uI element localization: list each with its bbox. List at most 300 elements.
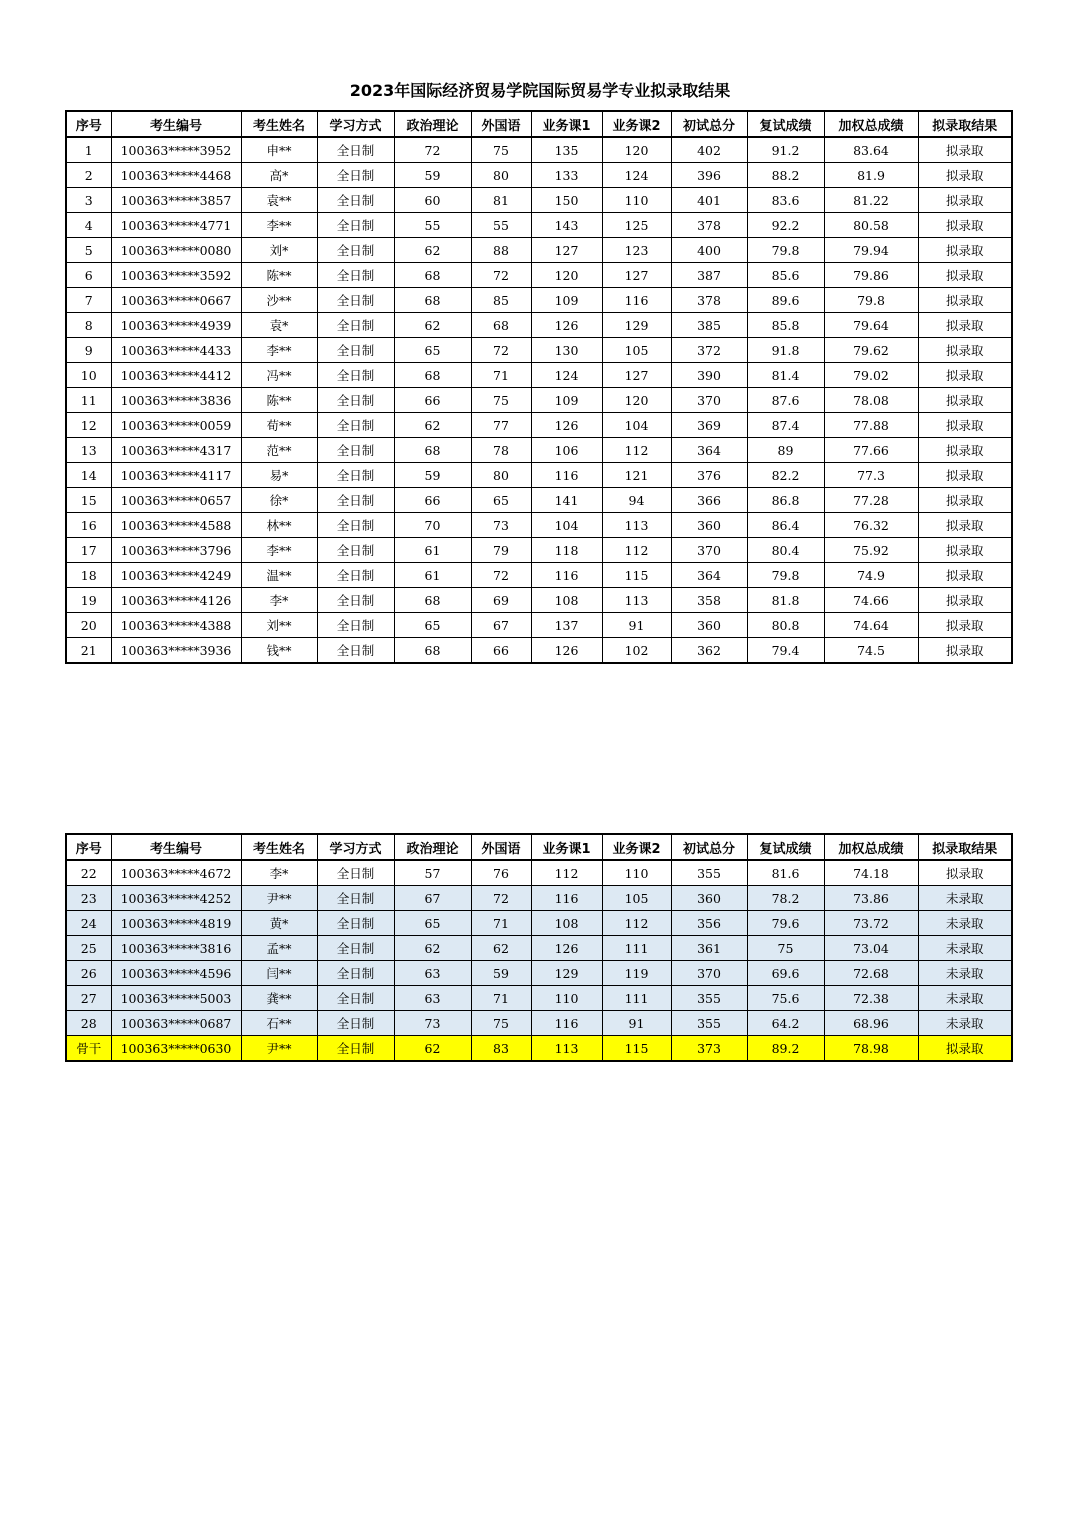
seq-cell: 24 bbox=[66, 911, 111, 936]
retest-score-cell: 81.8 bbox=[747, 588, 824, 613]
foreign-language-cell: 62 bbox=[471, 936, 531, 961]
foreign-language-cell: 83 bbox=[471, 1036, 531, 1062]
retest-score-cell: 87.4 bbox=[747, 413, 824, 438]
seq-cell: 9 bbox=[66, 338, 111, 363]
study-mode-cell: 全日制 bbox=[317, 613, 394, 638]
retest-score-cell: 86.8 bbox=[747, 488, 824, 513]
column-header: 业务课2 bbox=[602, 111, 671, 137]
course2-cell: 105 bbox=[602, 886, 671, 911]
result-cell: 未录取 bbox=[918, 986, 1012, 1011]
foreign-language-cell: 78 bbox=[471, 438, 531, 463]
study-mode-cell: 全日制 bbox=[317, 563, 394, 588]
name-cell: 尹** bbox=[241, 886, 317, 911]
politics-cell: 68 bbox=[394, 438, 471, 463]
weighted-total-cell: 81.9 bbox=[824, 163, 918, 188]
seq-cell: 1 bbox=[66, 137, 111, 163]
weighted-total-cell: 77.88 bbox=[824, 413, 918, 438]
column-header: 考生姓名 bbox=[241, 834, 317, 860]
column-header: 复试成绩 bbox=[747, 111, 824, 137]
seq-cell: 13 bbox=[66, 438, 111, 463]
column-header: 业务课2 bbox=[602, 834, 671, 860]
study-mode-cell: 全日制 bbox=[317, 388, 394, 413]
candidate-id-cell: 100363*****4672 bbox=[111, 860, 241, 886]
column-header: 政治理论 bbox=[394, 834, 471, 860]
course1-cell: 110 bbox=[531, 986, 602, 1011]
study-mode-cell: 全日制 bbox=[317, 137, 394, 163]
retest-score-cell: 81.4 bbox=[747, 363, 824, 388]
course2-cell: 113 bbox=[602, 513, 671, 538]
name-cell: 冯** bbox=[241, 363, 317, 388]
name-cell: 黄* bbox=[241, 911, 317, 936]
column-header: 业务课1 bbox=[531, 834, 602, 860]
seq-cell: 8 bbox=[66, 313, 111, 338]
prelim-total-cell: 355 bbox=[671, 986, 747, 1011]
course1-cell: 113 bbox=[531, 1036, 602, 1062]
course2-cell: 127 bbox=[602, 263, 671, 288]
page-title: 2023年国际经济贸易学院国际贸易学专业拟录取结果 bbox=[349, 81, 731, 100]
foreign-language-cell: 55 bbox=[471, 213, 531, 238]
column-header: 序号 bbox=[66, 111, 111, 137]
column-header: 初试总分 bbox=[671, 834, 747, 860]
table-row bbox=[66, 213, 1012, 238]
course1-cell: 116 bbox=[531, 1011, 602, 1036]
table-row bbox=[66, 986, 1012, 1011]
politics-cell: 65 bbox=[394, 613, 471, 638]
foreign-language-cell: 76 bbox=[471, 860, 531, 886]
seq-cell: 7 bbox=[66, 288, 111, 313]
course1-cell: 126 bbox=[531, 313, 602, 338]
result-cell: 拟录取 bbox=[918, 313, 1012, 338]
name-cell: 李** bbox=[241, 213, 317, 238]
candidate-id-cell: 100363*****4126 bbox=[111, 588, 241, 613]
foreign-language-cell: 72 bbox=[471, 886, 531, 911]
foreign-language-cell: 85 bbox=[471, 288, 531, 313]
weighted-total-cell: 73.04 bbox=[824, 936, 918, 961]
weighted-total-cell: 78.08 bbox=[824, 388, 918, 413]
foreign-language-cell: 67 bbox=[471, 613, 531, 638]
course2-cell: 91 bbox=[602, 1011, 671, 1036]
candidate-id-cell: 100363*****0080 bbox=[111, 238, 241, 263]
prelim-total-cell: 355 bbox=[671, 860, 747, 886]
name-cell: 刘* bbox=[241, 238, 317, 263]
course1-cell: 124 bbox=[531, 363, 602, 388]
weighted-total-cell: 74.66 bbox=[824, 588, 918, 613]
weighted-total-cell: 72.38 bbox=[824, 986, 918, 1011]
prelim-total-cell: 364 bbox=[671, 438, 747, 463]
candidate-id-cell: 100363*****4317 bbox=[111, 438, 241, 463]
foreign-language-cell: 71 bbox=[471, 911, 531, 936]
study-mode-cell: 全日制 bbox=[317, 288, 394, 313]
course1-cell: 143 bbox=[531, 213, 602, 238]
study-mode-cell: 全日制 bbox=[317, 438, 394, 463]
seq-cell: 4 bbox=[66, 213, 111, 238]
candidate-id-cell: 100363*****4588 bbox=[111, 513, 241, 538]
politics-cell: 57 bbox=[394, 860, 471, 886]
prelim-total-cell: 396 bbox=[671, 163, 747, 188]
weighted-total-cell: 77.3 bbox=[824, 463, 918, 488]
result-cell: 拟录取 bbox=[918, 588, 1012, 613]
politics-cell: 66 bbox=[394, 488, 471, 513]
table-row bbox=[66, 188, 1012, 213]
weighted-total-cell: 73.72 bbox=[824, 911, 918, 936]
politics-cell: 62 bbox=[394, 238, 471, 263]
candidate-id-cell: 100363*****3592 bbox=[111, 263, 241, 288]
course1-cell: 127 bbox=[531, 238, 602, 263]
name-cell: 李** bbox=[241, 338, 317, 363]
candidate-id-cell: 100363*****0630 bbox=[111, 1036, 241, 1062]
course1-cell: 108 bbox=[531, 588, 602, 613]
study-mode-cell: 全日制 bbox=[317, 538, 394, 563]
prelim-total-cell: 360 bbox=[671, 513, 747, 538]
course2-cell: 123 bbox=[602, 238, 671, 263]
weighted-total-cell: 81.22 bbox=[824, 188, 918, 213]
prelim-total-cell: 370 bbox=[671, 388, 747, 413]
foreign-language-cell: 71 bbox=[471, 986, 531, 1011]
result-cell: 拟录取 bbox=[918, 188, 1012, 213]
weighted-total-cell: 76.32 bbox=[824, 513, 918, 538]
weighted-total-cell: 68.96 bbox=[824, 1011, 918, 1036]
course1-cell: 137 bbox=[531, 613, 602, 638]
foreign-language-cell: 88 bbox=[471, 238, 531, 263]
name-cell: 李* bbox=[241, 860, 317, 886]
retest-score-cell: 79.8 bbox=[747, 563, 824, 588]
course2-cell: 102 bbox=[602, 638, 671, 664]
study-mode-cell: 全日制 bbox=[317, 860, 394, 886]
table-row bbox=[66, 588, 1012, 613]
table-row bbox=[66, 388, 1012, 413]
retest-score-cell: 75 bbox=[747, 936, 824, 961]
weighted-total-cell: 80.58 bbox=[824, 213, 918, 238]
course1-cell: 104 bbox=[531, 513, 602, 538]
course2-cell: 110 bbox=[602, 860, 671, 886]
politics-cell: 62 bbox=[394, 413, 471, 438]
retest-score-cell: 91.8 bbox=[747, 338, 824, 363]
course2-cell: 111 bbox=[602, 986, 671, 1011]
politics-cell: 59 bbox=[394, 463, 471, 488]
politics-cell: 55 bbox=[394, 213, 471, 238]
candidate-id-cell: 100363*****4412 bbox=[111, 363, 241, 388]
column-header: 考生姓名 bbox=[241, 111, 317, 137]
name-cell: 荀** bbox=[241, 413, 317, 438]
politics-cell: 68 bbox=[394, 588, 471, 613]
seq-cell: 21 bbox=[66, 638, 111, 664]
result-cell: 拟录取 bbox=[918, 288, 1012, 313]
candidate-id-cell: 100363*****3816 bbox=[111, 936, 241, 961]
foreign-language-cell: 80 bbox=[471, 463, 531, 488]
admission-table-1 bbox=[65, 110, 1013, 664]
seq-cell: 骨干 bbox=[66, 1036, 111, 1062]
study-mode-cell: 全日制 bbox=[317, 213, 394, 238]
table-row bbox=[66, 413, 1012, 438]
study-mode-cell: 全日制 bbox=[317, 188, 394, 213]
course1-cell: 126 bbox=[531, 413, 602, 438]
prelim-total-cell: 366 bbox=[671, 488, 747, 513]
course2-cell: 91 bbox=[602, 613, 671, 638]
table-header-row bbox=[66, 834, 1012, 860]
table-row bbox=[66, 886, 1012, 911]
result-cell: 拟录取 bbox=[918, 1036, 1012, 1062]
retest-score-cell: 82.2 bbox=[747, 463, 824, 488]
politics-cell: 63 bbox=[394, 986, 471, 1011]
course1-cell: 141 bbox=[531, 488, 602, 513]
seq-cell: 3 bbox=[66, 188, 111, 213]
course2-cell: 113 bbox=[602, 588, 671, 613]
weighted-total-cell: 74.18 bbox=[824, 860, 918, 886]
prelim-total-cell: 373 bbox=[671, 1036, 747, 1062]
candidate-id-cell: 100363*****4596 bbox=[111, 961, 241, 986]
result-cell: 未录取 bbox=[918, 911, 1012, 936]
prelim-total-cell: 378 bbox=[671, 288, 747, 313]
course2-cell: 111 bbox=[602, 936, 671, 961]
retest-score-cell: 91.2 bbox=[747, 137, 824, 163]
candidate-id-cell: 100363*****5003 bbox=[111, 986, 241, 1011]
result-cell: 未录取 bbox=[918, 886, 1012, 911]
seq-cell: 18 bbox=[66, 563, 111, 588]
politics-cell: 62 bbox=[394, 313, 471, 338]
politics-cell: 66 bbox=[394, 388, 471, 413]
study-mode-cell: 全日制 bbox=[317, 413, 394, 438]
table-row bbox=[66, 238, 1012, 263]
column-header: 学习方式 bbox=[317, 111, 394, 137]
table-row bbox=[66, 961, 1012, 986]
study-mode-cell: 全日制 bbox=[317, 513, 394, 538]
foreign-language-cell: 75 bbox=[471, 137, 531, 163]
course1-cell: 126 bbox=[531, 936, 602, 961]
result-cell: 拟录取 bbox=[918, 413, 1012, 438]
retest-score-cell: 83.6 bbox=[747, 188, 824, 213]
seq-cell: 22 bbox=[66, 860, 111, 886]
course1-cell: 135 bbox=[531, 137, 602, 163]
retest-score-cell: 87.6 bbox=[747, 388, 824, 413]
politics-cell: 61 bbox=[394, 538, 471, 563]
table-row bbox=[66, 513, 1012, 538]
table-row bbox=[66, 463, 1012, 488]
foreign-language-cell: 71 bbox=[471, 363, 531, 388]
foreign-language-cell: 75 bbox=[471, 388, 531, 413]
weighted-total-cell: 72.68 bbox=[824, 961, 918, 986]
table-row bbox=[66, 613, 1012, 638]
name-cell: 尹** bbox=[241, 1036, 317, 1062]
politics-cell: 65 bbox=[394, 911, 471, 936]
table-row bbox=[66, 363, 1012, 388]
result-cell: 拟录取 bbox=[918, 263, 1012, 288]
weighted-total-cell: 79.8 bbox=[824, 288, 918, 313]
admission-table-2 bbox=[65, 833, 1013, 1062]
retest-score-cell: 89 bbox=[747, 438, 824, 463]
course2-cell: 112 bbox=[602, 911, 671, 936]
result-cell: 拟录取 bbox=[918, 538, 1012, 563]
retest-score-cell: 89.2 bbox=[747, 1036, 824, 1062]
retest-score-cell: 85.6 bbox=[747, 263, 824, 288]
course2-cell: 115 bbox=[602, 563, 671, 588]
candidate-id-cell: 100363*****0657 bbox=[111, 488, 241, 513]
course1-cell: 118 bbox=[531, 538, 602, 563]
column-header: 政治理论 bbox=[394, 111, 471, 137]
weighted-total-cell: 83.64 bbox=[824, 137, 918, 163]
prelim-total-cell: 360 bbox=[671, 613, 747, 638]
result-cell: 未录取 bbox=[918, 961, 1012, 986]
table-row bbox=[66, 137, 1012, 163]
weighted-total-cell: 77.66 bbox=[824, 438, 918, 463]
politics-cell: 72 bbox=[394, 137, 471, 163]
candidate-id-cell: 100363*****4771 bbox=[111, 213, 241, 238]
weighted-total-cell: 79.94 bbox=[824, 238, 918, 263]
foreign-language-cell: 81 bbox=[471, 188, 531, 213]
table-row bbox=[66, 438, 1012, 463]
result-cell: 拟录取 bbox=[918, 860, 1012, 886]
course1-cell: 116 bbox=[531, 463, 602, 488]
study-mode-cell: 全日制 bbox=[317, 263, 394, 288]
politics-cell: 65 bbox=[394, 338, 471, 363]
study-mode-cell: 全日制 bbox=[317, 986, 394, 1011]
study-mode-cell: 全日制 bbox=[317, 163, 394, 188]
course1-cell: 126 bbox=[531, 638, 602, 664]
name-cell: 龚** bbox=[241, 986, 317, 1011]
result-cell: 拟录取 bbox=[918, 463, 1012, 488]
column-header: 加权总成绩 bbox=[824, 111, 918, 137]
table-body bbox=[66, 860, 1012, 1061]
seq-cell: 20 bbox=[66, 613, 111, 638]
weighted-total-cell: 77.28 bbox=[824, 488, 918, 513]
retest-score-cell: 79.4 bbox=[747, 638, 824, 664]
name-cell: 徐* bbox=[241, 488, 317, 513]
seq-cell: 17 bbox=[66, 538, 111, 563]
prelim-total-cell: 356 bbox=[671, 911, 747, 936]
seq-cell: 10 bbox=[66, 363, 111, 388]
retest-score-cell: 79.6 bbox=[747, 911, 824, 936]
course1-cell: 109 bbox=[531, 388, 602, 413]
result-cell: 拟录取 bbox=[918, 513, 1012, 538]
course2-cell: 129 bbox=[602, 313, 671, 338]
name-cell: 李** bbox=[241, 538, 317, 563]
name-cell: 易* bbox=[241, 463, 317, 488]
study-mode-cell: 全日制 bbox=[317, 463, 394, 488]
study-mode-cell: 全日制 bbox=[317, 338, 394, 363]
seq-cell: 15 bbox=[66, 488, 111, 513]
course2-cell: 127 bbox=[602, 363, 671, 388]
foreign-language-cell: 75 bbox=[471, 1011, 531, 1036]
course1-cell: 150 bbox=[531, 188, 602, 213]
candidate-id-cell: 100363*****3952 bbox=[111, 137, 241, 163]
course1-cell: 116 bbox=[531, 563, 602, 588]
foreign-language-cell: 59 bbox=[471, 961, 531, 986]
candidate-id-cell: 100363*****0687 bbox=[111, 1011, 241, 1036]
politics-cell: 62 bbox=[394, 1036, 471, 1062]
seq-cell: 11 bbox=[66, 388, 111, 413]
name-cell: 石** bbox=[241, 1011, 317, 1036]
result-cell: 拟录取 bbox=[918, 488, 1012, 513]
course1-cell: 116 bbox=[531, 886, 602, 911]
seq-cell: 12 bbox=[66, 413, 111, 438]
retest-score-cell: 79.8 bbox=[747, 238, 824, 263]
politics-cell: 62 bbox=[394, 936, 471, 961]
study-mode-cell: 全日制 bbox=[317, 1036, 394, 1062]
prelim-total-cell: 385 bbox=[671, 313, 747, 338]
study-mode-cell: 全日制 bbox=[317, 961, 394, 986]
retest-score-cell: 81.6 bbox=[747, 860, 824, 886]
politics-cell: 67 bbox=[394, 886, 471, 911]
seq-cell: 5 bbox=[66, 238, 111, 263]
prelim-total-cell: 360 bbox=[671, 886, 747, 911]
name-cell: 刘** bbox=[241, 613, 317, 638]
foreign-language-cell: 73 bbox=[471, 513, 531, 538]
prelim-total-cell: 370 bbox=[671, 538, 747, 563]
course2-cell: 120 bbox=[602, 388, 671, 413]
seq-cell: 23 bbox=[66, 886, 111, 911]
name-cell: 温** bbox=[241, 563, 317, 588]
candidate-id-cell: 100363*****3796 bbox=[111, 538, 241, 563]
foreign-language-cell: 77 bbox=[471, 413, 531, 438]
course1-cell: 129 bbox=[531, 961, 602, 986]
study-mode-cell: 全日制 bbox=[317, 313, 394, 338]
politics-cell: 63 bbox=[394, 961, 471, 986]
prelim-total-cell: 378 bbox=[671, 213, 747, 238]
table-row bbox=[66, 860, 1012, 886]
name-cell: 陈** bbox=[241, 263, 317, 288]
prelim-total-cell: 358 bbox=[671, 588, 747, 613]
study-mode-cell: 全日制 bbox=[317, 911, 394, 936]
table-row bbox=[66, 538, 1012, 563]
course1-cell: 108 bbox=[531, 911, 602, 936]
column-header: 考生编号 bbox=[111, 834, 241, 860]
table-row bbox=[66, 488, 1012, 513]
weighted-total-cell: 79.02 bbox=[824, 363, 918, 388]
name-cell: 范** bbox=[241, 438, 317, 463]
politics-cell: 68 bbox=[394, 288, 471, 313]
prelim-total-cell: 370 bbox=[671, 961, 747, 986]
course2-cell: 105 bbox=[602, 338, 671, 363]
table-row bbox=[66, 911, 1012, 936]
foreign-language-cell: 65 bbox=[471, 488, 531, 513]
seq-cell: 6 bbox=[66, 263, 111, 288]
name-cell: 闫** bbox=[241, 961, 317, 986]
foreign-language-cell: 80 bbox=[471, 163, 531, 188]
course2-cell: 120 bbox=[602, 137, 671, 163]
study-mode-cell: 全日制 bbox=[317, 886, 394, 911]
table-row bbox=[66, 288, 1012, 313]
column-header: 拟录取结果 bbox=[918, 834, 1012, 860]
result-cell: 拟录取 bbox=[918, 163, 1012, 188]
name-cell: 高* bbox=[241, 163, 317, 188]
prelim-total-cell: 362 bbox=[671, 638, 747, 664]
result-cell: 拟录取 bbox=[918, 338, 1012, 363]
column-header: 初试总分 bbox=[671, 111, 747, 137]
candidate-id-cell: 100363*****4117 bbox=[111, 463, 241, 488]
retest-score-cell: 85.8 bbox=[747, 313, 824, 338]
weighted-total-cell: 79.86 bbox=[824, 263, 918, 288]
politics-cell: 61 bbox=[394, 563, 471, 588]
course2-cell: 125 bbox=[602, 213, 671, 238]
result-cell: 拟录取 bbox=[918, 563, 1012, 588]
column-header: 加权总成绩 bbox=[824, 834, 918, 860]
foreign-language-cell: 72 bbox=[471, 338, 531, 363]
result-cell: 拟录取 bbox=[918, 238, 1012, 263]
course2-cell: 116 bbox=[602, 288, 671, 313]
course1-cell: 112 bbox=[531, 860, 602, 886]
weighted-total-cell: 73.86 bbox=[824, 886, 918, 911]
table-row bbox=[66, 936, 1012, 961]
politics-cell: 68 bbox=[394, 363, 471, 388]
weighted-total-cell: 75.92 bbox=[824, 538, 918, 563]
table-row bbox=[66, 638, 1012, 664]
seq-cell: 2 bbox=[66, 163, 111, 188]
table-header-row bbox=[66, 111, 1012, 137]
seq-cell: 19 bbox=[66, 588, 111, 613]
prelim-total-cell: 355 bbox=[671, 1011, 747, 1036]
course1-cell: 120 bbox=[531, 263, 602, 288]
retest-score-cell: 86.4 bbox=[747, 513, 824, 538]
course2-cell: 115 bbox=[602, 1036, 671, 1062]
